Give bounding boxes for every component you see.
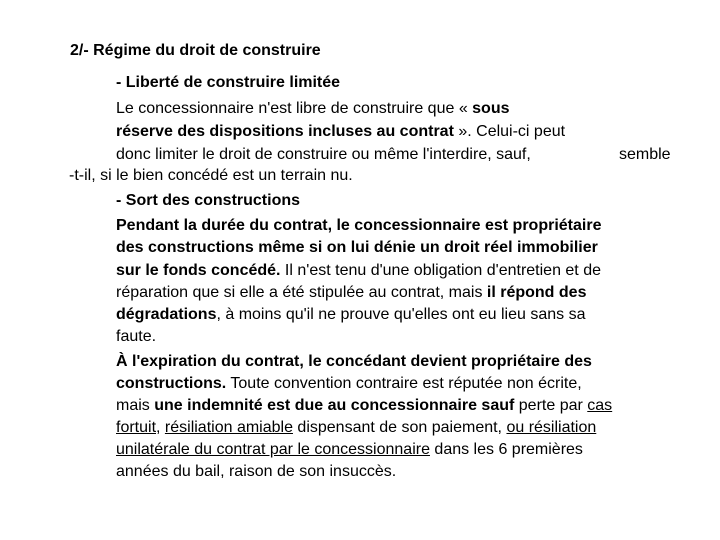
underlined-run: cas [587,397,613,414]
bold-run: une indemnité est due au concessionnaire sauf [154,397,515,414]
text-run: dans les 6 premières [429,441,583,458]
text-run: faute. [116,328,157,345]
paragraph-line [116,417,596,439]
subsection-title-sort [116,190,300,212]
text-run: ». Celui-ci peut [453,123,566,140]
bold-run: constructions. [116,375,227,392]
paragraph-line [116,98,510,120]
paragraph-line [69,165,353,187]
underlined-run: fortuit [116,419,157,436]
paragraph-line [116,121,565,143]
subsection-title-text: - Liberté de construire limitée [116,74,341,91]
paragraph-line [116,282,586,304]
paragraph-line [116,304,585,326]
paragraph-line [116,373,582,395]
text-run: dispensant de son paiement, [292,419,507,436]
underlined-run: unilatérale du contrat par le concessionnaire [116,441,430,458]
paragraph-line [116,237,598,259]
text-run: années du bail, raison de son insuccès. [116,463,397,480]
text-run: réparation que si elle a été stipulée au contrat, mais [116,284,487,301]
text-run: perte par [514,397,588,414]
paragraph-line [116,326,156,348]
text-run: Il n'est tenu d'une obligation d'entretien et de [280,262,601,279]
text-run: -t-il, si le bien concédé est un terrain nu. [69,167,353,184]
text-run: , [156,419,165,436]
paragraph-line [116,144,531,166]
underlined-run: résiliation amiable [164,419,293,436]
text-run: donc limiter le droit de construire ou même l'interdire, sauf, [116,146,531,163]
subsection-title-text: - Sort des constructions [116,192,301,209]
paragraph-line [116,215,601,237]
bold-run: dégradations [116,306,217,323]
underlined-run: ou résiliation [506,419,597,436]
bold-run: Pendant la durée du contrat, le concessionnaire est propriétaire [116,217,602,234]
section-heading: 2/- Régime du droit de construire [70,42,321,59]
paragraph-line [116,395,612,417]
bold-run: des constructions même si on lui dénie un droit réel immobilier [116,239,598,256]
subsection-title-liberte [116,72,340,94]
paragraph-line [116,351,592,373]
paragraph-word-semble: semble [619,146,671,163]
bold-run: il répond des [486,284,587,301]
bold-run: réserve des dispositions incluses au contrat [116,123,454,140]
text-run: Toute convention contraire est réputée non écrite, [226,375,582,392]
text-run: mais [116,397,155,414]
bold-run: À l'expiration du contrat, le concédant devient propriétaire des [116,353,592,370]
text-run: , à moins qu'il ne prouve qu'elles ont eu lieu sans sa [216,306,586,323]
bold-run: sous [472,100,510,117]
paragraph-line [116,461,396,483]
paragraph-line [116,260,601,282]
text-run: Le concessionnaire n'est libre de construire que « [116,100,473,117]
bold-run: sur le fonds concédé. [116,262,281,279]
paragraph-line [116,439,583,461]
